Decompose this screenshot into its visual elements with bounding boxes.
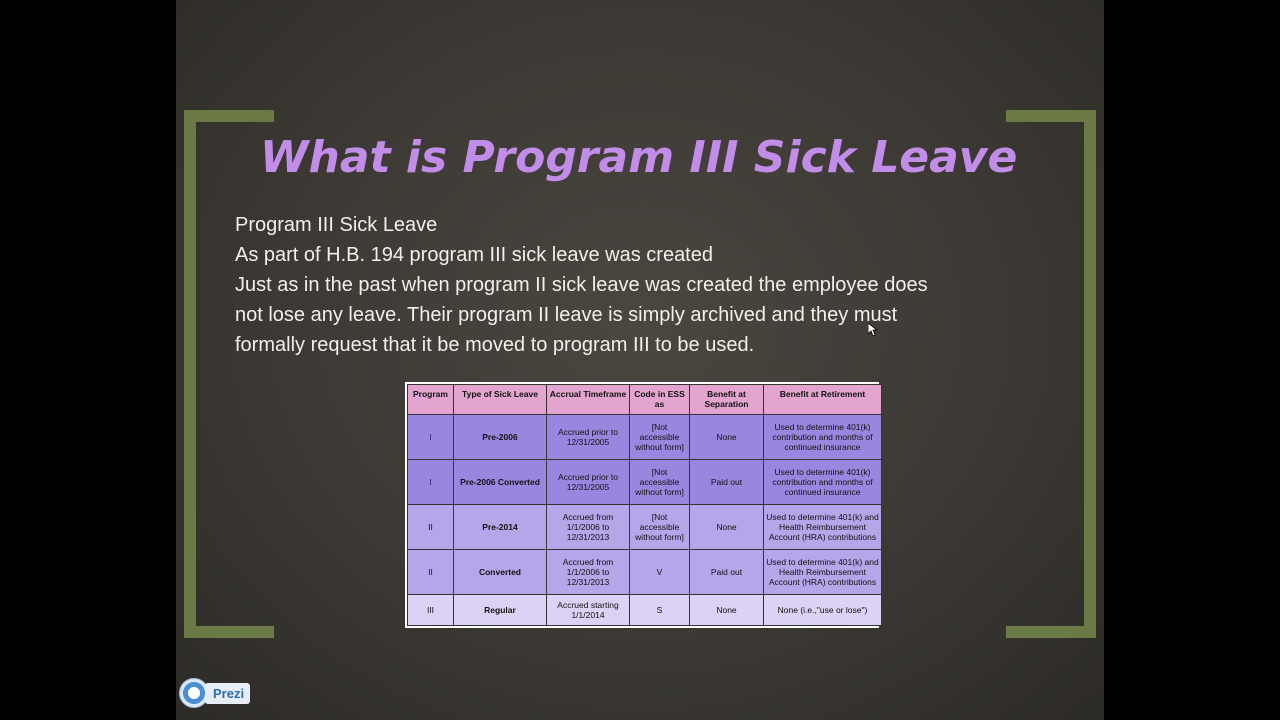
table-row: II Pre-2014 Accrued from 1/1/2006 to 12/31/2013 [Not accessible without form] None Used to determine 401(k) and Health Reimbursement Account (HRA) contributions: [408, 504, 882, 549]
left-bracket-decoration: [184, 110, 274, 638]
header-program: Program: [408, 385, 454, 415]
body-line: As part of H.B. 194 program III sick leave was created: [235, 244, 713, 266]
mouse-cursor-icon: [868, 323, 878, 337]
header-type: Type of Sick Leave: [454, 385, 547, 415]
body-line: Program III Sick Leave: [235, 214, 438, 236]
right-bracket-decoration: [1006, 110, 1096, 638]
prezi-badge[interactable]: [179, 678, 251, 708]
table-row: III Regular Accrued starting 1/1/2014 S None None (i.e.,"use or lose"): [408, 594, 882, 625]
header-separation: Benefit at Separation: [690, 385, 764, 415]
header-code: Code in ESS as: [630, 385, 690, 415]
sick-leave-table: [405, 382, 879, 628]
table-row: II Converted Accrued from 1/1/2006 to 12/31/2013 V Paid out Used to determine 401(k) and Health Reimbursement Account (HRA) contributions: [408, 549, 882, 594]
slide-body: [235, 210, 995, 360]
body-line: formally request that it be moved to program III to be used.: [235, 334, 755, 356]
body-line: not lose any leave. Their program II leave is simply archived and they must: [235, 304, 898, 326]
prezi-label: Prezi: [205, 683, 250, 704]
header-retirement: Benefit at Retirement: [764, 385, 882, 415]
table-row: I Pre-2006 Converted Accrued prior to 12/31/2005 [Not accessible without form] Paid out Used to determine 401(k) contribution and months of continued insurance: [408, 459, 882, 504]
slide-title: What is Program III Sick Leave: [260, 132, 1018, 183]
table-row: I Pre-2006 Accrued prior to 12/31/2005 [Not accessible without form] None Used to determine 401(k) contribution and months of continued insurance: [408, 415, 882, 460]
header-accrual: Accrual Timeframe: [547, 385, 630, 415]
slide: [176, 0, 1104, 720]
body-line: Just as in the past when program II sick leave was created the employee does: [235, 274, 928, 296]
